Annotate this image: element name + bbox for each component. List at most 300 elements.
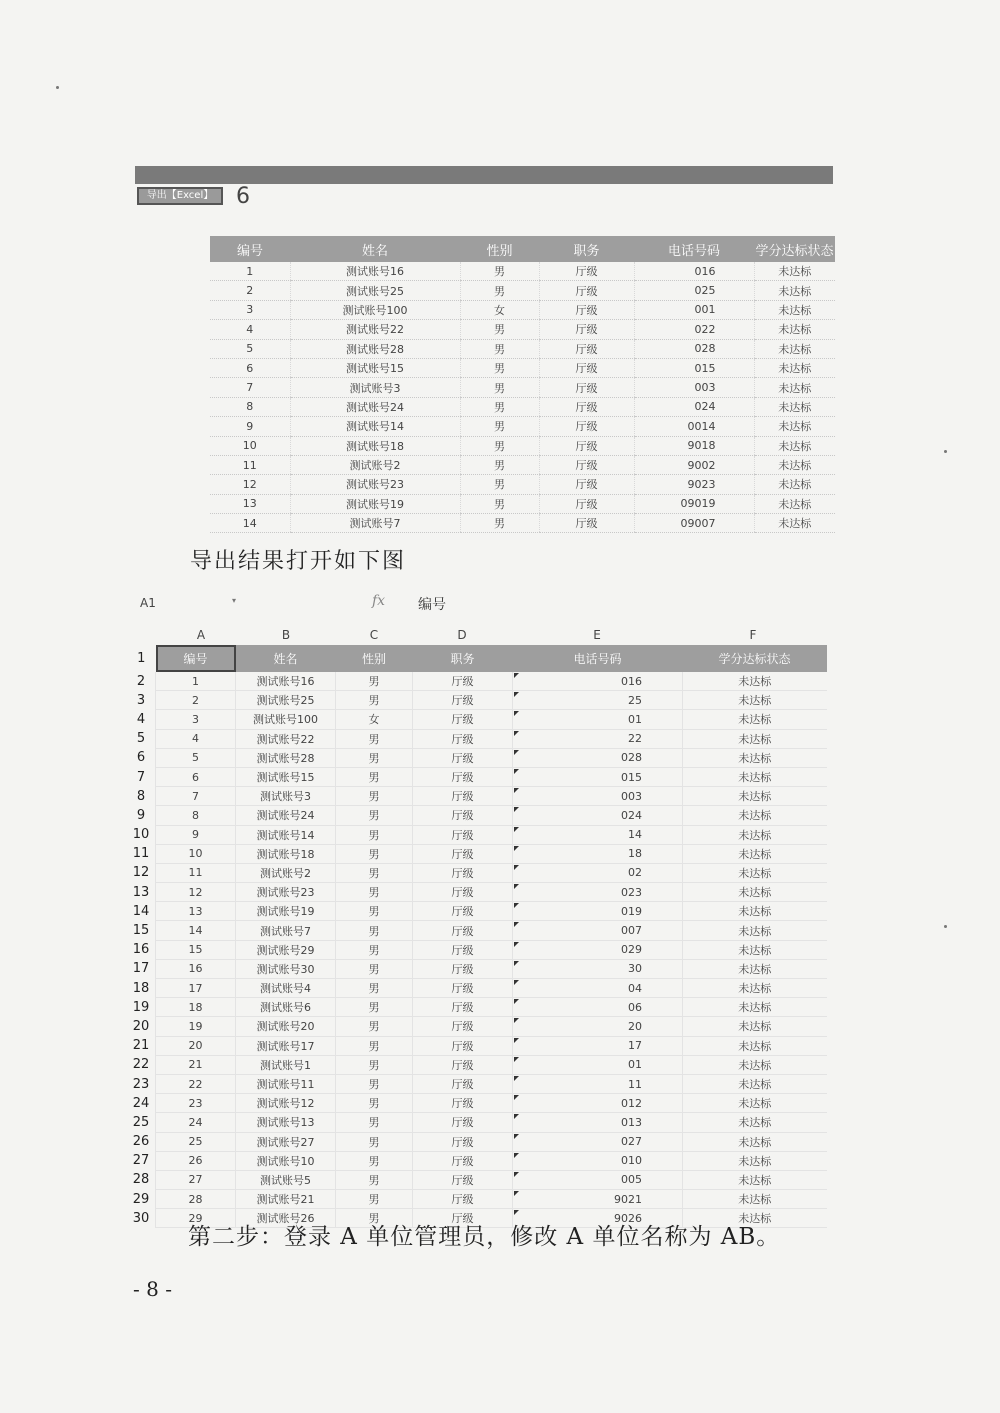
cell-credit-status[interactable]: 未达标 — [683, 940, 827, 959]
cell-a1-selected[interactable]: 编号 — [156, 645, 236, 672]
cell-id: 8 — [210, 397, 290, 416]
table-row[interactable] — [210, 436, 835, 455]
table-row[interactable] — [210, 514, 835, 533]
cell-phone[interactable]: 04 — [513, 979, 683, 998]
cell-gender: 男 — [460, 436, 539, 455]
cell-phone[interactable]: 01 — [513, 710, 683, 729]
cell-credit-status[interactable]: 未达标 — [683, 1017, 827, 1036]
row-number[interactable]: 18 — [132, 980, 150, 996]
cell-phone[interactable]: 02 — [513, 863, 683, 882]
cell-credit-status[interactable]: 未达标 — [683, 1209, 827, 1228]
row-number[interactable]: 26 — [132, 1134, 150, 1150]
cell-position[interactable]: 厅级 — [413, 940, 513, 959]
cell-id[interactable]: 1 — [156, 672, 236, 691]
cell-position[interactable]: 厅级 — [413, 1055, 513, 1074]
cell-id[interactable]: 6 — [156, 767, 236, 786]
scan-speck — [56, 86, 59, 89]
column-letter-b[interactable]: B — [281, 628, 291, 642]
row-number[interactable]: 15 — [132, 923, 150, 939]
cell-credit-status[interactable]: 未达标 — [683, 1074, 827, 1093]
row-number[interactable]: 9 — [136, 807, 146, 823]
name-box[interactable]: A1 — [140, 596, 156, 610]
cell-gender: 男 — [460, 455, 539, 474]
cell-header-gender[interactable]: 性别 — [336, 645, 413, 672]
cell-id: 2 — [210, 281, 290, 300]
cell-position[interactable]: 厅级 — [413, 825, 513, 844]
chevron-down-icon[interactable]: ▾ — [232, 596, 237, 605]
cell-phone[interactable]: 11 — [513, 1074, 683, 1093]
cell-name[interactable]: 测试账号28 — [236, 748, 336, 767]
cell-gender: 男 — [460, 320, 539, 339]
cell-phone[interactable]: 06 — [513, 998, 683, 1017]
cell-id[interactable]: 5 — [156, 748, 236, 767]
cell-gender[interactable]: 男 — [336, 979, 413, 998]
cell-name[interactable]: 测试账号26 — [236, 1209, 336, 1228]
cell-phone: 016 — [634, 262, 754, 281]
cell-gender[interactable]: 男 — [336, 1036, 413, 1055]
formula-bar-value[interactable]: 编号 — [418, 597, 446, 613]
col-header-credit-status[interactable]: 学分达标状态 — [754, 236, 835, 262]
column-letter-a[interactable]: A — [196, 628, 206, 642]
table-row[interactable] — [210, 455, 835, 474]
row-number[interactable]: 5 — [136, 731, 146, 747]
cell-position[interactable]: 厅级 — [413, 691, 513, 710]
cell-gender[interactable]: 男 — [336, 729, 413, 748]
table-row[interactable] — [210, 262, 835, 281]
cell-gender[interactable]: 男 — [336, 1170, 413, 1189]
cell-gender[interactable]: 男 — [336, 883, 413, 902]
row-number[interactable]: 7 — [136, 769, 146, 785]
cell-credit-status[interactable]: 未达标 — [683, 806, 827, 825]
cell-credit-status[interactable]: 未达标 — [683, 959, 827, 978]
table-row[interactable] — [210, 417, 835, 436]
cell-credit-status[interactable]: 未达标 — [683, 672, 827, 691]
cell-credit-status: 未达标 — [754, 475, 835, 494]
cell-gender[interactable]: 男 — [336, 902, 413, 921]
spreadsheet-row — [127, 883, 827, 902]
cell-name[interactable]: 测试账号30 — [236, 959, 336, 978]
cell-id[interactable]: 21 — [156, 1055, 236, 1074]
cell-id: 6 — [210, 358, 290, 377]
cell-id[interactable]: 3 — [156, 710, 236, 729]
table-row[interactable] — [210, 300, 835, 319]
cell-position[interactable]: 厅级 — [413, 883, 513, 902]
cell-credit-status[interactable]: 未达标 — [683, 998, 827, 1017]
cell-credit-status[interactable]: 未达标 — [683, 883, 827, 902]
cell-position: 厅级 — [539, 436, 634, 455]
cell-position[interactable]: 厅级 — [413, 959, 513, 978]
page-number: - 8 - — [133, 1277, 172, 1301]
spreadsheet-row — [127, 979, 827, 998]
cell-name[interactable]: 测试账号2 — [236, 863, 336, 882]
spreadsheet-row — [127, 710, 827, 729]
spreadsheet-header-row — [127, 645, 827, 672]
cell-credit-status[interactable]: 未达标 — [683, 787, 827, 806]
cell-header-phone[interactable]: 电话号码 — [513, 645, 683, 672]
cell-position[interactable]: 厅级 — [413, 1094, 513, 1113]
cell-name[interactable]: 测试账号21 — [236, 1190, 336, 1209]
cell-id: 7 — [210, 378, 290, 397]
cell-header-position[interactable]: 职务 — [413, 645, 513, 672]
row-number[interactable]: 13 — [132, 884, 150, 900]
row-number[interactable]: 11 — [132, 846, 150, 862]
cell-credit-status[interactable]: 未达标 — [683, 729, 827, 748]
row-number[interactable]: 25 — [132, 1114, 150, 1130]
cell-position: 厅级 — [539, 397, 634, 416]
cell-position[interactable]: 厅级 — [413, 672, 513, 691]
cell-id[interactable]: 14 — [156, 921, 236, 940]
cell-name[interactable]: 测试账号6 — [236, 998, 336, 1017]
cell-credit-status[interactable]: 未达标 — [683, 1036, 827, 1055]
cell-gender[interactable]: 男 — [336, 940, 413, 959]
cell-name: 测试账号3 — [290, 378, 460, 397]
col-header-gender[interactable]: 性别 — [460, 236, 539, 262]
row-number[interactable]: 20 — [132, 1018, 150, 1034]
cell-id[interactable]: 10 — [156, 844, 236, 863]
spreadsheet-row — [127, 729, 827, 748]
row-number[interactable]: 16 — [132, 942, 150, 958]
row-number[interactable]: 17 — [132, 961, 150, 977]
cell-position[interactable]: 厅级 — [413, 1190, 513, 1209]
cell-header-name[interactable]: 姓名 — [236, 645, 336, 672]
row-number[interactable]: 27 — [132, 1153, 150, 1169]
cell-id[interactable]: 11 — [156, 863, 236, 882]
cell-name[interactable]: 测试账号29 — [236, 940, 336, 959]
row-number[interactable]: 12 — [132, 865, 150, 881]
row-number[interactable]: 19 — [132, 999, 150, 1015]
cell-credit-status: 未达标 — [754, 397, 835, 416]
cell-name[interactable]: 测试账号12 — [236, 1094, 336, 1113]
cell-gender[interactable]: 男 — [336, 844, 413, 863]
cell-position[interactable]: 厅级 — [413, 748, 513, 767]
fx-icon[interactable]: fx — [372, 593, 386, 609]
cell-name[interactable]: 测试账号100 — [236, 710, 336, 729]
cell-position[interactable]: 厅级 — [413, 979, 513, 998]
cell-phone[interactable]: 007 — [513, 921, 683, 940]
spreadsheet-row — [127, 1094, 827, 1113]
cell-id[interactable]: 8 — [156, 806, 236, 825]
table-row[interactable] — [210, 358, 835, 377]
row-number[interactable]: 28 — [132, 1172, 150, 1188]
cell-phone[interactable]: 024 — [513, 806, 683, 825]
cell-credit-status[interactable]: 未达标 — [683, 1170, 827, 1189]
cell-name[interactable]: 测试账号3 — [236, 787, 336, 806]
cell-gender[interactable]: 男 — [336, 998, 413, 1017]
cell-gender[interactable]: 男 — [336, 1190, 413, 1209]
cell-id[interactable]: 15 — [156, 940, 236, 959]
cell-name[interactable]: 测试账号15 — [236, 767, 336, 786]
cell-gender[interactable]: 男 — [336, 1151, 413, 1170]
row-number[interactable]: 24 — [132, 1095, 150, 1111]
cell-position[interactable]: 厅级 — [413, 998, 513, 1017]
row-number[interactable]: 21 — [132, 1038, 150, 1054]
cell-gender[interactable]: 女 — [336, 710, 413, 729]
cell-id[interactable]: 12 — [156, 883, 236, 902]
cell-id[interactable]: 28 — [156, 1190, 236, 1209]
cell-name[interactable]: 测试账号14 — [236, 825, 336, 844]
cell-name[interactable]: 测试账号5 — [236, 1170, 336, 1189]
cell-name[interactable]: 测试账号20 — [236, 1017, 336, 1036]
cell-id[interactable]: 27 — [156, 1170, 236, 1189]
cell-gender[interactable]: 男 — [336, 748, 413, 767]
cell-name[interactable]: 测试账号1 — [236, 1055, 336, 1074]
cell-id[interactable]: 13 — [156, 902, 236, 921]
cell-id[interactable]: 17 — [156, 979, 236, 998]
cell-position[interactable]: 厅级 — [413, 1036, 513, 1055]
cell-credit-status: 未达标 — [754, 455, 835, 474]
cell-name[interactable]: 测试账号11 — [236, 1074, 336, 1093]
col-header-name[interactable]: 姓名 — [290, 236, 460, 262]
cell-id[interactable]: 24 — [156, 1113, 236, 1132]
cell-position[interactable]: 厅级 — [413, 1170, 513, 1189]
row-number[interactable]: 10 — [132, 827, 150, 843]
table-row[interactable] — [210, 378, 835, 397]
export-excel-button[interactable]: 导出【Excel】 — [137, 187, 223, 205]
column-letter-d[interactable]: D — [457, 628, 467, 642]
cell-gender[interactable]: 男 — [336, 806, 413, 825]
col-header-position[interactable]: 职务 — [539, 236, 634, 262]
cell-gender[interactable]: 男 — [336, 767, 413, 786]
col-header-id[interactable]: 编号 — [210, 236, 290, 262]
cell-position[interactable]: 厅级 — [413, 1113, 513, 1132]
cell-name: 测试账号25 — [290, 281, 460, 300]
cell-position[interactable]: 厅级 — [413, 1132, 513, 1151]
cell-gender[interactable]: 男 — [336, 1055, 413, 1074]
row-number[interactable]: 29 — [132, 1191, 150, 1207]
cell-phone[interactable]: 028 — [513, 748, 683, 767]
cell-phone[interactable]: 010 — [513, 1151, 683, 1170]
table-row[interactable] — [210, 475, 835, 494]
cell-position: 厅级 — [539, 300, 634, 319]
cell-position[interactable]: 厅级 — [413, 1017, 513, 1036]
cell-credit-status[interactable]: 未达标 — [683, 691, 827, 710]
cell-phone: 9002 — [634, 455, 754, 474]
row-number[interactable]: 30 — [132, 1210, 150, 1226]
cell-id[interactable]: 4 — [156, 729, 236, 748]
cell-position[interactable]: 厅级 — [413, 844, 513, 863]
cell-name[interactable]: 测试账号27 — [236, 1132, 336, 1151]
cell-phone[interactable]: 9021 — [513, 1190, 683, 1209]
spreadsheet-row — [127, 825, 827, 844]
cell-phone: 09019 — [634, 494, 754, 513]
cell-credit-status[interactable]: 未达标 — [683, 1113, 827, 1132]
cell-position[interactable]: 厅级 — [413, 767, 513, 786]
cell-phone[interactable]: 027 — [513, 1132, 683, 1151]
cell-id[interactable]: 2 — [156, 691, 236, 710]
table-row[interactable] — [210, 339, 835, 358]
cell-phone[interactable]: 019 — [513, 902, 683, 921]
spreadsheet-row — [127, 921, 827, 940]
cell-credit-status[interactable]: 未达标 — [683, 767, 827, 786]
scan-speck — [944, 450, 947, 453]
cell-credit-status[interactable]: 未达标 — [683, 748, 827, 767]
cell-name: 测试账号18 — [290, 436, 460, 455]
cell-phone[interactable]: 18 — [513, 844, 683, 863]
cell-name[interactable]: 测试账号25 — [236, 691, 336, 710]
cell-credit-status[interactable]: 未达标 — [683, 1055, 827, 1074]
cell-phone[interactable]: 30 — [513, 959, 683, 978]
cell-phone[interactable]: 003 — [513, 787, 683, 806]
cell-id[interactable]: 19 — [156, 1017, 236, 1036]
cell-phone[interactable]: 9026 — [513, 1209, 683, 1228]
cell-gender: 男 — [460, 262, 539, 281]
cell-phone: 003 — [634, 378, 754, 397]
cell-credit-status[interactable]: 未达标 — [683, 1094, 827, 1113]
cell-phone: 09007 — [634, 514, 754, 533]
cell-position[interactable]: 厅级 — [413, 1151, 513, 1170]
row-number[interactable]: 3 — [136, 692, 146, 708]
cell-position[interactable]: 厅级 — [413, 902, 513, 921]
row-number[interactable]: 23 — [132, 1076, 150, 1092]
cell-id[interactable]: 18 — [156, 998, 236, 1017]
cell-gender[interactable]: 男 — [336, 863, 413, 882]
table-row[interactable] — [210, 494, 835, 513]
cell-credit-status[interactable]: 未达标 — [683, 902, 827, 921]
cell-position: 厅级 — [539, 262, 634, 281]
column-letter-c[interactable]: C — [369, 628, 379, 642]
cell-gender[interactable]: 男 — [336, 1132, 413, 1151]
cell-name[interactable]: 测试账号13 — [236, 1113, 336, 1132]
cell-position[interactable]: 厅级 — [413, 1074, 513, 1093]
cell-id[interactable]: 20 — [156, 1036, 236, 1055]
cell-gender: 男 — [460, 358, 539, 377]
row-number[interactable]: 14 — [132, 903, 150, 919]
cell-name[interactable]: 测试账号7 — [236, 921, 336, 940]
row-number[interactable]: 6 — [136, 750, 146, 766]
cell-position[interactable]: 厅级 — [413, 729, 513, 748]
cell-position[interactable]: 厅级 — [413, 863, 513, 882]
cell-header-credit-status[interactable]: 学分达标状态 — [683, 645, 827, 672]
cell-name[interactable]: 测试账号22 — [236, 729, 336, 748]
cell-id: 12 — [210, 475, 290, 494]
cell-name[interactable]: 测试账号18 — [236, 844, 336, 863]
cell-credit-status[interactable]: 未达标 — [683, 1151, 827, 1170]
cell-position[interactable]: 厅级 — [413, 787, 513, 806]
export-count: 6 — [236, 184, 250, 209]
cell-phone[interactable]: 015 — [513, 767, 683, 786]
cell-name: 测试账号28 — [290, 339, 460, 358]
cell-id[interactable]: 23 — [156, 1094, 236, 1113]
cell-phone[interactable]: 012 — [513, 1094, 683, 1113]
cell-gender[interactable]: 男 — [336, 1209, 413, 1228]
cell-id[interactable]: 7 — [156, 787, 236, 806]
cell-gender[interactable]: 男 — [336, 1094, 413, 1113]
cell-gender: 女 — [460, 300, 539, 319]
scan-speck — [944, 925, 947, 928]
cell-phone[interactable]: 17 — [513, 1036, 683, 1055]
cell-phone[interactable]: 14 — [513, 825, 683, 844]
cell-credit-status[interactable]: 未达标 — [683, 844, 827, 863]
row-number[interactable]: 2 — [136, 673, 146, 689]
table-row[interactable] — [210, 320, 835, 339]
spreadsheet-row — [127, 1170, 827, 1189]
cell-phone[interactable]: 013 — [513, 1113, 683, 1132]
cell-gender[interactable]: 男 — [336, 1074, 413, 1093]
cell-position: 厅级 — [539, 339, 634, 358]
cell-phone[interactable]: 029 — [513, 940, 683, 959]
cell-credit-status[interactable]: 未达标 — [683, 1190, 827, 1209]
cell-phone: 0014 — [634, 417, 754, 436]
cell-credit-status: 未达标 — [754, 436, 835, 455]
cell-phone[interactable]: 01 — [513, 1055, 683, 1074]
cell-phone[interactable]: 016 — [513, 672, 683, 691]
cell-gender[interactable]: 男 — [336, 921, 413, 940]
cell-id[interactable]: 22 — [156, 1074, 236, 1093]
cell-id[interactable]: 9 — [156, 825, 236, 844]
cell-id[interactable]: 16 — [156, 959, 236, 978]
cell-position[interactable]: 厅级 — [413, 710, 513, 729]
table-row[interactable] — [210, 281, 835, 300]
cell-gender[interactable]: 男 — [336, 672, 413, 691]
cell-credit-status[interactable]: 未达标 — [683, 1132, 827, 1151]
cell-credit-status[interactable]: 未达标 — [683, 921, 827, 940]
cell-id: 4 — [210, 320, 290, 339]
cell-name[interactable]: 测试账号23 — [236, 883, 336, 902]
row-number[interactable]: 8 — [136, 788, 146, 804]
column-letter-e[interactable]: E — [593, 628, 601, 642]
cell-credit-status[interactable]: 未达标 — [683, 825, 827, 844]
screenshot-toolbar-bar — [135, 166, 833, 184]
cell-name: 测试账号7 — [290, 514, 460, 533]
cell-credit-status: 未达标 — [754, 514, 835, 533]
cell-id[interactable]: 26 — [156, 1151, 236, 1170]
cell-phone[interactable]: 023 — [513, 883, 683, 902]
cell-gender: 男 — [460, 417, 539, 436]
cell-name[interactable]: 测试账号4 — [236, 979, 336, 998]
cell-position: 厅级 — [539, 358, 634, 377]
cell-name[interactable]: 测试账号24 — [236, 806, 336, 825]
cell-position[interactable]: 厅级 — [413, 1209, 513, 1228]
cell-credit-status[interactable]: 未达标 — [683, 979, 827, 998]
cell-position[interactable]: 厅级 — [413, 921, 513, 940]
cell-gender[interactable]: 男 — [336, 959, 413, 978]
cell-credit-status[interactable]: 未达标 — [683, 710, 827, 729]
row-number[interactable]: 22 — [132, 1057, 150, 1073]
column-letter-f[interactable]: F — [749, 628, 757, 642]
spreadsheet-row — [127, 1190, 827, 1209]
cell-gender: 男 — [460, 514, 539, 533]
cell-name[interactable]: 测试账号10 — [236, 1151, 336, 1170]
cell-phone[interactable]: 20 — [513, 1017, 683, 1036]
cell-phone[interactable]: 005 — [513, 1170, 683, 1189]
cell-gender[interactable]: 男 — [336, 1017, 413, 1036]
cell-phone[interactable]: 22 — [513, 729, 683, 748]
cell-name[interactable]: 测试账号19 — [236, 902, 336, 921]
cell-gender: 男 — [460, 397, 539, 416]
cell-phone[interactable]: 25 — [513, 691, 683, 710]
spreadsheet-row — [127, 806, 827, 825]
cell-id[interactable]: 25 — [156, 1132, 236, 1151]
row-number[interactable]: 4 — [136, 711, 146, 727]
cell-credit-status[interactable]: 未达标 — [683, 863, 827, 882]
cell-gender[interactable]: 男 — [336, 825, 413, 844]
spreadsheet-row — [127, 1055, 827, 1074]
cell-gender[interactable]: 男 — [336, 1113, 413, 1132]
row-number[interactable]: 1 — [137, 651, 146, 666]
col-header-phone[interactable]: 电话号码 — [634, 236, 754, 262]
cell-id[interactable]: 29 — [156, 1209, 236, 1228]
cell-name[interactable]: 测试账号17 — [236, 1036, 336, 1055]
table-row[interactable] — [210, 397, 835, 416]
cell-gender[interactable]: 男 — [336, 787, 413, 806]
cell-position[interactable]: 厅级 — [413, 806, 513, 825]
cell-gender[interactable]: 男 — [336, 691, 413, 710]
cell-id: 10 — [210, 436, 290, 455]
cell-name[interactable]: 测试账号16 — [236, 672, 336, 691]
cell-credit-status: 未达标 — [754, 320, 835, 339]
cell-name: 测试账号100 — [290, 300, 460, 319]
cell-credit-status: 未达标 — [754, 281, 835, 300]
